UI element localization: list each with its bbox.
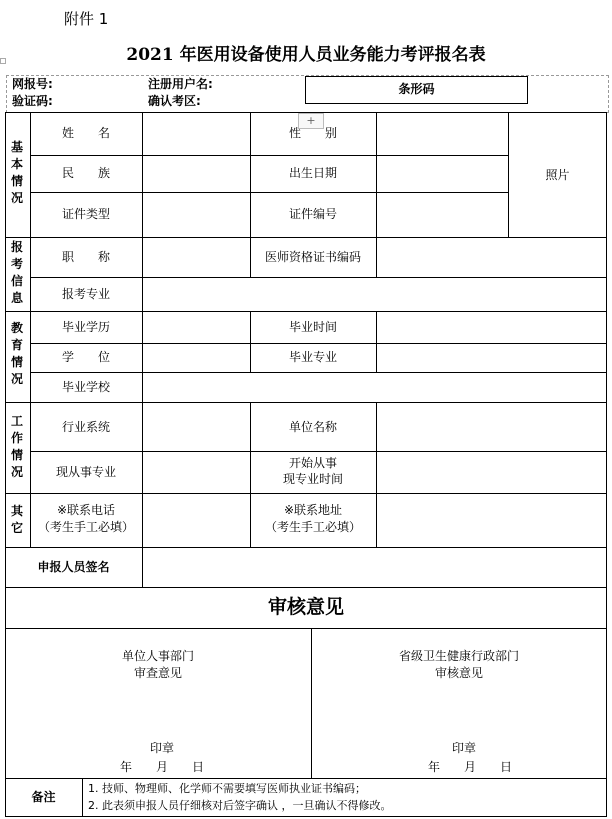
- label-gender: 性 别: [288, 126, 337, 140]
- label-graduation-major: 毕业专业: [288, 350, 337, 364]
- label-start-time-line1: 开始从事: [288, 456, 337, 470]
- label-name: 姓 名: [61, 126, 110, 140]
- resize-handle-icon[interactable]: [0, 58, 6, 64]
- label-degree: 学 位: [61, 350, 110, 364]
- notes-label: 备注: [31, 790, 56, 804]
- label-cert-number: 医师资格证书编码: [264, 250, 361, 264]
- review-left-date: 年 月 日: [120, 760, 205, 774]
- review-left-seal: 印章: [150, 741, 175, 755]
- label-id-number: 证件编号: [288, 207, 337, 221]
- label-ethnicity: 民 族: [61, 166, 110, 180]
- verify-code-label: 验证码:: [12, 94, 53, 108]
- section-work: 工作情况: [10, 414, 23, 479]
- review-left-line2: 审查意见: [133, 666, 182, 680]
- label-school: 毕业学校: [61, 380, 110, 394]
- review-right-line2: 审核意见: [434, 666, 483, 680]
- label-address-line2: （考生手工必填）: [264, 520, 361, 534]
- label-signature: 申报人员签名: [37, 560, 110, 574]
- label-birth-date: 出生日期: [288, 166, 337, 180]
- review-right-line1: 省级卫生健康行政部门: [398, 649, 519, 663]
- section-other: 其它: [10, 504, 23, 535]
- exam-area-label: 确认考区:: [148, 94, 201, 108]
- form-title: 2021 年医用设备使用人员业务能力考评报名表: [126, 45, 486, 65]
- review-right-seal: 印章: [452, 741, 477, 755]
- label-current-major: 现从事专业: [55, 465, 116, 479]
- label-address-line1: ※联系地址: [283, 503, 343, 517]
- review-heading: 审核意见: [267, 596, 344, 618]
- photo-placeholder: 照片: [545, 168, 570, 182]
- registered-user-label: 注册用户名:: [148, 77, 213, 91]
- barcode-label: 条形码: [398, 82, 435, 96]
- section-apply: 报考信息: [10, 240, 23, 305]
- attachment-label: 附件 1: [64, 10, 109, 28]
- online-no-label: 网报号:: [12, 77, 53, 91]
- table-move-handle[interactable]: +: [298, 113, 324, 129]
- review-right-date: 年 月 日: [428, 760, 513, 774]
- section-basic: 基本情况: [10, 140, 23, 205]
- label-industry: 行业系统: [61, 420, 110, 434]
- notes-line1: 1. 技师、物理师、化学师不需要填写医师执业证书编码；: [88, 782, 366, 795]
- review-left-line1: 单位人事部门: [121, 649, 194, 663]
- label-id-type: 证件类型: [61, 207, 110, 221]
- label-phone-line2: （考生手工必填）: [37, 520, 134, 534]
- label-apply-major: 报考专业: [61, 287, 110, 301]
- section-edu: 教育情况: [10, 321, 23, 386]
- label-graduation-time: 毕业时间: [288, 320, 337, 334]
- label-phone-line1: ※联系电话: [56, 503, 116, 517]
- notes-line2: 2. 此表须申报人员仔细核对后签字确认 ，一旦确认不得修改。: [88, 799, 392, 812]
- label-unit-name: 单位名称: [288, 420, 337, 434]
- label-start-time-line2: 现专业时间: [282, 472, 343, 486]
- label-education: 毕业学历: [61, 320, 110, 334]
- label-professional-title: 职 称: [61, 250, 110, 264]
